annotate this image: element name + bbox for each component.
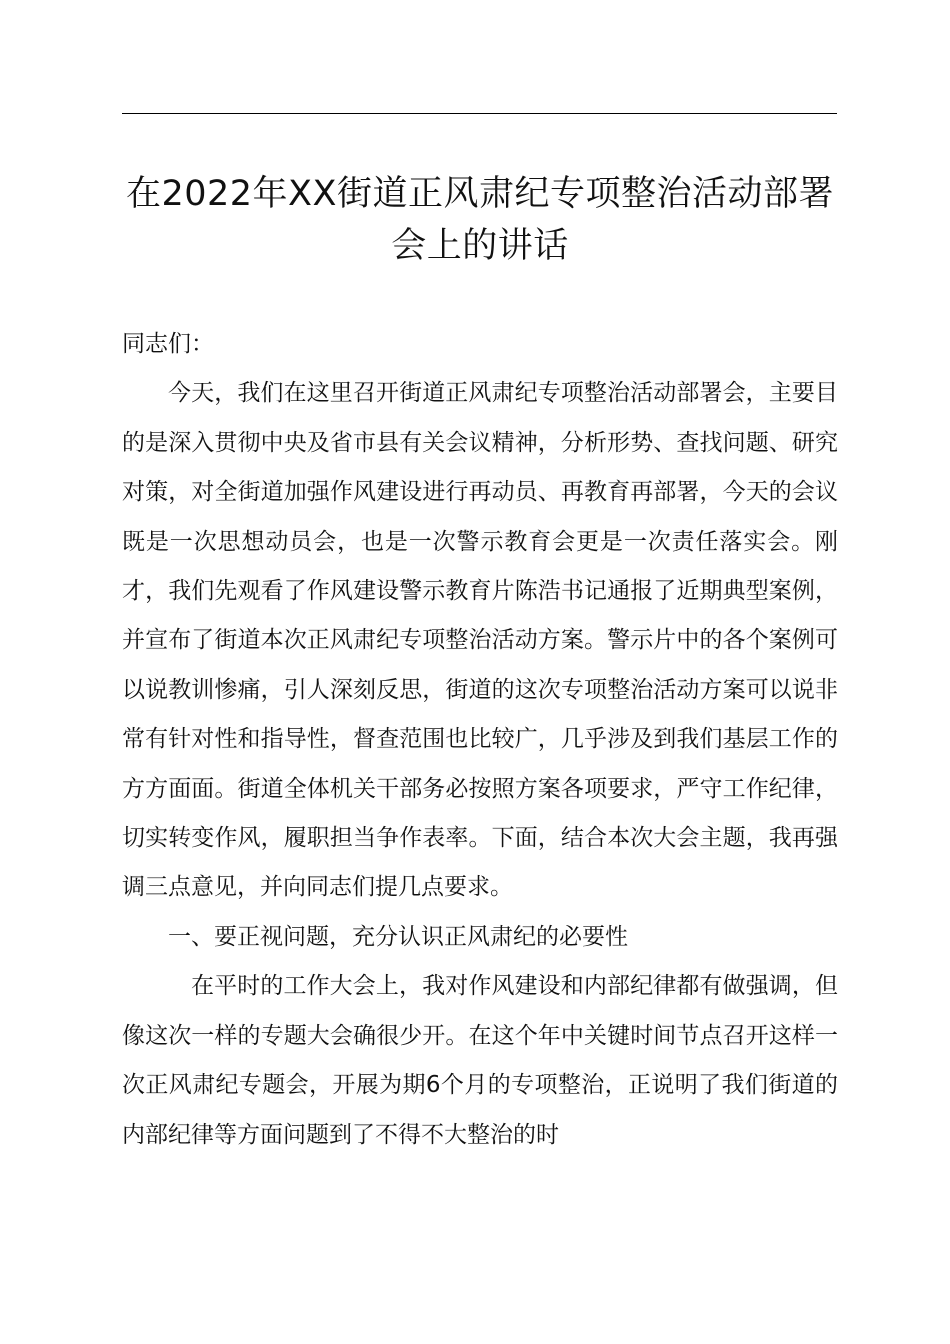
- body-paragraph: 在平时的工作大会上，我对作风建设和内部纪律都有做强调，但像这次一样的专题大会确很少开。在这个年中关键时间节点召开这样一次正风肃纪专题会，开展为期6个月的专项整治，正说明了我们街道的内部纪律等方面问题到了不得不大整治的时: [122, 973, 838, 1148]
- document-title: 在2022年XX街道正风肃纪专项整治活动部署会上的讲话: [125, 174, 835, 266]
- header-rule: [122, 113, 837, 114]
- section-heading: 一、要正视问题，充分认识正风肃纪的必要性: [168, 923, 628, 950]
- document-body: [122, 320, 838, 1160]
- body-paragraph: 今天，我们在这里召开街道正风肃纪专项整治活动部署会，主要目的是深入贯彻中央及省市县有关会议精神，分析形势、查找问题、研究对策，对全街道加强作风建设进行再动员、再教育再部署，今天的会议既是一次思想动员会，也是一次警示教育会更是一次责任落实会。刚才，我们先观看了作风建设警示教育片陈浩书记通报了近期典型案例，并宣布了街道本次正风肃纪专项整治活动方案。警示片中的各个案例可以说教训惨痛，引人深刻反思，街道的这次专项整治活动方案可以说非常有针对性和指导性，督查范围也比较广，几乎涉及到我们基层工作的方方面面。街道全体机关干部务必按照方案各项要求，严守工作纪律，切实转变作风，履职担当争作表率。下面，结合本次大会主题，我再强调三点意见，并向同志们提几点要求。: [122, 380, 838, 901]
- salutation: 同志们：: [122, 331, 214, 357]
